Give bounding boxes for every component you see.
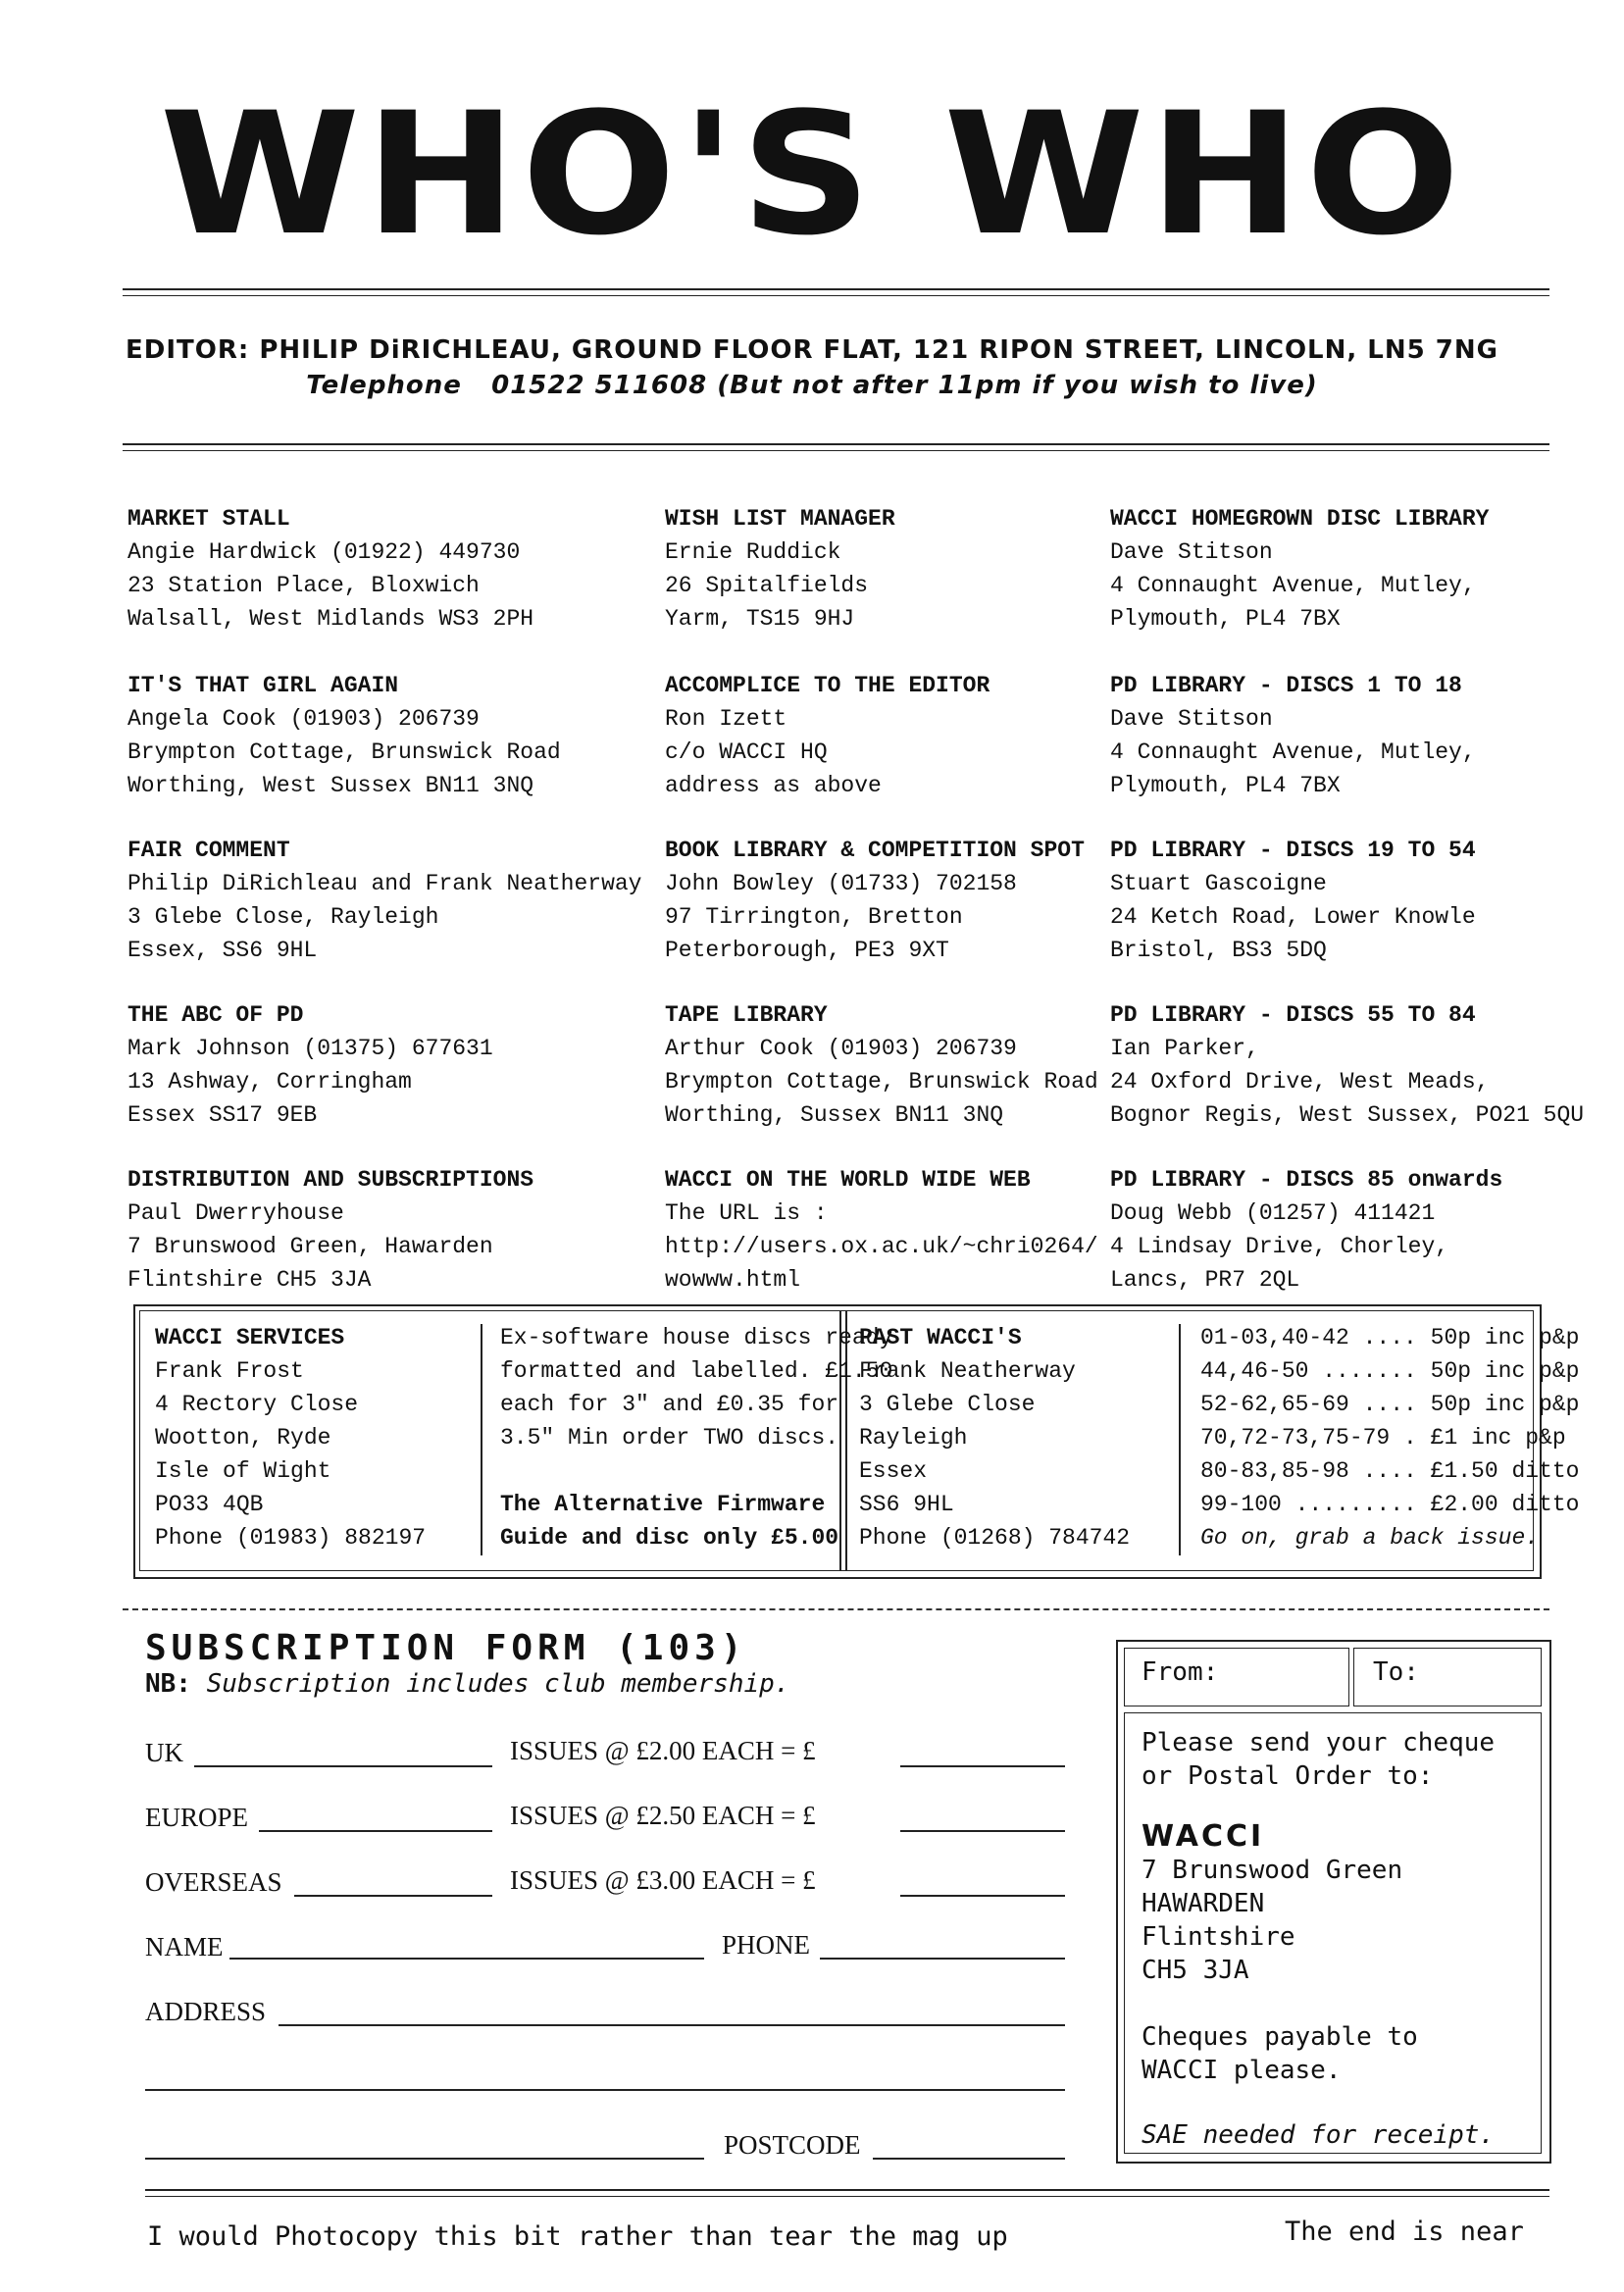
past-line: Frank Neatherway [859,1358,1076,1384]
send-address-line: 7 Brunswood Green [1142,1856,1403,1885]
directory-entry [127,502,533,636]
offer-line: Ex-software house discs ready [500,1325,893,1350]
directory-heading: PD LIBRARY - DISCS 19 TO 54 [1110,838,1476,863]
services-divider-1 [481,1324,482,1555]
telephone-number: 01522 511608 (But not after 11pm if you wish to live) [491,371,1318,400]
directory-heading: WACCI HOMEGROWN DISC LIBRARY [1110,506,1490,532]
overseas-price: ISSUES @ £3.00 EACH = £ [510,1865,816,1895]
directory-line: 13 Ashway, Corringham [127,1069,412,1095]
services-divider-3 [1179,1324,1181,1555]
directory-entry [1110,502,1489,636]
price-line: 70,72-73,75-79 . £1 inc p&p [1200,1425,1566,1451]
directory-line: Brympton Cottage, Brunswick Road [127,739,561,765]
price-line: 44,46-50 ....... 50p inc p&p [1200,1358,1580,1384]
directory-line: Flintshire CH5 3JA [127,1267,372,1293]
price-line: 01-03,40-42 .... 50p inc p&p [1200,1325,1580,1350]
disc-offer [500,1321,892,1554]
directory-line: 4 Connaught Avenue, Mutley, [1110,739,1476,765]
directory-heading: THE ABC OF PD [127,1002,304,1028]
services-heading: WACCI SERVICES [155,1325,345,1350]
europe-issues-field[interactable] [259,1830,492,1832]
directory-line: 24 Oxford Drive, West Meads, [1110,1069,1490,1095]
directory-heading: PD LIBRARY - DISCS 55 TO 84 [1110,1002,1476,1028]
services-line: Isle of Wight [155,1458,331,1484]
send-address-line: Flintshire [1142,1922,1295,1952]
directory-line: Worthing, West Sussex BN11 3NQ [127,773,534,798]
past-heading: PAST WACCI'S [859,1325,1022,1350]
directory-line: 4 Connaught Avenue, Mutley, [1110,573,1476,598]
directory-line: Philip DiRichleau and Frank Neatherway [127,871,642,896]
editor-address: EDITOR: PHILIP DiRICHLEAU, GROUND FLOOR FLAT, 121 RIPON STREET, LINCOLN, LN5 7NG [126,335,1498,365]
bottom-double-rule [145,2189,1549,2197]
services-line: 4 Rectory Close [155,1392,359,1417]
editor-double-rule [123,443,1549,451]
directory-line: Yarm, TS15 9HJ [665,606,855,632]
address-field-1[interactable] [279,2024,1065,2026]
directory-entry [127,834,642,967]
address-field-3[interactable] [145,2158,704,2160]
address-label: ADDRESS [145,1997,267,2026]
directory-line: Bristol, BS3 5DQ [1110,938,1327,963]
directory-entry [665,669,990,802]
directory-line: c/o WACCI HQ [665,739,828,765]
footer-photocopy-note: I would Photocopy this bit rather than tear the mag up [147,2221,1008,2252]
to-label: To: [1373,1657,1419,1687]
past-line: Phone (01268) 784742 [859,1525,1131,1551]
intro-line: Please send your cheque [1142,1728,1496,1757]
address-field-2[interactable] [145,2089,1065,2091]
directory-entry [127,998,493,1132]
postcode-field[interactable] [873,2158,1065,2160]
name-label: NAME [145,1932,224,1961]
directory-line: 24 Ketch Road, Lower Knowle [1110,904,1476,930]
offer-line: formatted and labelled. £1.50 [500,1358,893,1384]
directory-heading: WISH LIST MANAGER [665,506,895,532]
directory-entry [665,998,1098,1132]
firmware-line: Guide and disc only £5.00 [500,1525,839,1551]
directory-line: wowww.html [665,1267,801,1293]
directory-line: Plymouth, PL4 7BX [1110,606,1341,632]
directory-heading: ACCOMPLICE TO THE EDITOR [665,673,990,698]
directory-heading: WACCI ON THE WORLD WIDE WEB [665,1167,1031,1193]
send-instructions [1142,1726,1495,2152]
directory-line: 4 Lindsay Drive, Chorley, [1110,1234,1449,1259]
payable-line: Cheques payable to [1142,2022,1418,2052]
overseas-label: OVERSEAS [145,1867,282,1897]
telephone-label: Telephone [306,371,462,400]
past-wacci [859,1321,1130,1554]
nb-label: NB: [145,1669,191,1699]
directory-entry [127,669,561,802]
sae-note: SAE needed for receipt. [1142,2120,1496,2150]
send-address-line: CH5 3JA [1142,1956,1249,1985]
directory-heading: FAIR COMMENT [127,838,290,863]
phone-label: PHONE [722,1930,811,1960]
subscription-note [145,1669,789,1699]
payable-line: WACCI please. [1142,2056,1342,2085]
uk-label: UK [145,1738,183,1767]
offer-line: each for 3" and £0.35 for [500,1392,839,1417]
send-address-line: HAWARDEN [1142,1889,1265,1918]
directory-entry [665,834,1085,967]
directory-line: Plymouth, PL4 7BX [1110,773,1341,798]
from-label: From: [1142,1657,1219,1687]
firmware-line: The Alternative Firmware [500,1492,826,1517]
directory-line: 97 Tirrington, Bretton [665,904,963,930]
directory-entry [665,502,895,636]
directory-line: Dave Stitson [1110,706,1273,732]
directory-line: Ron Izett [665,706,787,732]
past-line: Essex [859,1458,928,1484]
past-line: 3 Glebe Close [859,1392,1036,1417]
europe-total-field[interactable] [900,1830,1065,1832]
wacci-services [155,1321,426,1554]
europe-price: ISSUES @ £2.50 EACH = £ [510,1801,816,1830]
directory-entry [1110,834,1476,967]
directory-heading: BOOK LIBRARY & COMPETITION SPOT [665,838,1085,863]
price-line: 52-62,65-69 .... 50p inc p&p [1200,1392,1580,1417]
wacci-name: WACCI [1142,1819,1265,1854]
directory-line: Doug Webb (01257) 411421 [1110,1200,1436,1226]
directory-entry [127,1163,533,1297]
directory-entry [1110,669,1476,802]
services-line: PO33 4QB [155,1492,264,1517]
price-line: 99-100 ......... £2.00 ditto [1200,1492,1580,1517]
past-line: Rayleigh [859,1425,968,1451]
directory-entry [665,1163,1098,1297]
directory-line: Angela Cook (01903) 206739 [127,706,480,732]
directory-line: 3 Glebe Close, Rayleigh [127,904,439,930]
directory-heading: TAPE LIBRARY [665,1002,828,1028]
directory-heading: PD LIBRARY - DISCS 1 TO 18 [1110,673,1462,698]
editor-telephone [0,371,1624,400]
directory-line: The URL is : [665,1200,828,1226]
past-line: SS6 9HL [859,1492,954,1517]
directory-line: Essex, SS6 9HL [127,938,318,963]
footer-end-note: The end is near [1285,2216,1524,2247]
postcode-label: POSTCODE [724,2130,861,2160]
directory-heading: DISTRIBUTION AND SUBSCRIPTIONS [127,1167,534,1193]
price-line: 80-83,85-98 .... £1.50 ditto [1200,1458,1580,1484]
directory-entry [1110,1163,1502,1297]
directory-line: http://users.ox.ac.uk/~chri0264/ [665,1234,1098,1259]
back-issue-prices [1200,1321,1579,1554]
top-double-rule [123,288,1549,296]
directory-line: address as above [665,773,882,798]
directory-line: Brympton Cottage, Brunswick Road [665,1069,1098,1095]
uk-price: ISSUES @ £2.00 EACH = £ [510,1736,816,1765]
uk-total-field[interactable] [900,1765,1065,1767]
directory-line: 23 Station Place, Bloxwich [127,573,480,598]
directory-line: John Bowley (01733) 702158 [665,871,1017,896]
nb-text: Subscription includes club membership. [206,1669,790,1699]
services-line: Wootton, Ryde [155,1425,331,1451]
subscription-title: SUBSCRIPTION FORM (103) [145,1628,747,1668]
directory-line: Angie Hardwick (01922) 449730 [127,539,521,565]
directory-line: Lancs, PR7 2QL [1110,1267,1300,1293]
directory-heading: IT'S THAT GIRL AGAIN [127,673,399,698]
name-field[interactable] [229,1958,704,1960]
directory-line: Worthing, Sussex BN11 3NQ [665,1102,1004,1128]
cut-line [123,1608,1549,1610]
phone-field[interactable] [820,1958,1065,1960]
directory-line: Dave Stitson [1110,539,1273,565]
offer-line: 3.5" Min order TWO discs. [500,1425,839,1451]
uk-issues-field[interactable] [194,1765,492,1767]
intro-line: or Postal Order to: [1142,1761,1434,1791]
services-line: Frank Frost [155,1358,304,1384]
directory-line: Mark Johnson (01375) 677631 [127,1036,493,1061]
overseas-issues-field[interactable] [294,1895,492,1897]
services-line: Phone (01983) 882197 [155,1525,427,1551]
directory-heading: PD LIBRARY - DISCS 85 onwards [1110,1167,1503,1193]
directory-line: Essex SS17 9EB [127,1102,318,1128]
directory-line: Peterborough, PE3 9XT [665,938,949,963]
europe-label: EUROPE [145,1803,249,1832]
directory-line: 26 Spitalfields [665,573,869,598]
overseas-total-field[interactable] [900,1895,1065,1897]
directory-line: Arthur Cook (01903) 206739 [665,1036,1017,1061]
directory-line: 7 Brunswood Green, Hawarden [127,1234,493,1259]
directory-line: Walsall, West Midlands WS3 2PH [127,606,534,632]
page-title: WHO'S WHO [159,76,1465,273]
directory-line: Ernie Ruddick [665,539,841,565]
directory-line: Bognor Regis, West Sussex, PO21 5QU [1110,1102,1585,1128]
directory-line: Paul Dwerryhouse [127,1200,344,1226]
directory-entry [1110,998,1584,1132]
directory-line: Ian Parker, [1110,1036,1259,1061]
back-issue-tagline: Go on, grab a back issue. [1200,1525,1540,1551]
directory-heading: MARKET STALL [127,506,290,532]
directory-line: Stuart Gascoigne [1110,871,1327,896]
